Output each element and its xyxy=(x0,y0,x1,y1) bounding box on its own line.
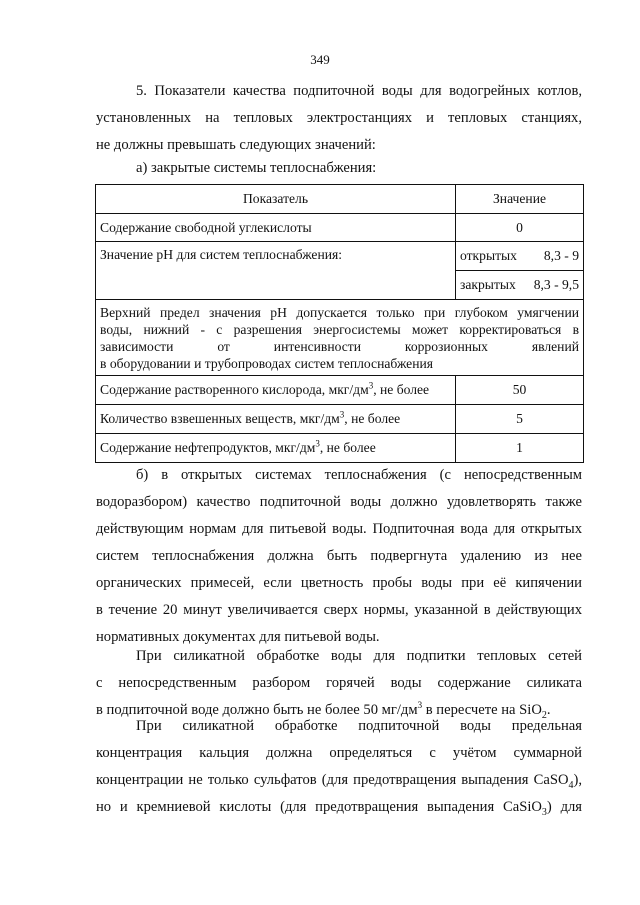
ph-open-label: открытых xyxy=(460,248,517,263)
row-suspended-param xyxy=(96,405,456,434)
calcium-line-4-text: но и кремниевой кислоты (для предотвращения выпадения CaSiO xyxy=(96,799,542,815)
row-ph-param: Значение pH для систем теплоснабжения: xyxy=(96,242,456,300)
row-oil-param xyxy=(96,434,456,463)
oxygen-param-post: , не более xyxy=(373,382,430,397)
para-b-line-5: органических примесей, если цветность пробы воды при её кипячении xyxy=(96,575,582,591)
calcium-line-4-sub: 3 xyxy=(541,806,547,818)
table-row xyxy=(96,242,584,271)
silicate-line-1: При силикатной обработке воды для подпитки тепловых сетей xyxy=(136,648,582,664)
para-b-line-4: систем теплоснабжения должна быть подвергнута удалению из нее xyxy=(96,548,582,564)
section-5-paragraph xyxy=(96,78,582,159)
calcium-line-4-end: ) для xyxy=(546,799,582,815)
table-row xyxy=(96,214,584,242)
calcium-line-3-text: концентрации не только сульфатов (для предотвращения выпадения CaSO xyxy=(96,772,569,788)
table-row xyxy=(96,434,584,463)
silicate-line-2: с непосредственным разбором горячей воды содержание силиката xyxy=(96,675,582,691)
oil-param-sup: 3 xyxy=(315,438,320,449)
row-ph-closed xyxy=(456,271,584,300)
row-co2-param: Содержание свободной углекислоты xyxy=(96,214,456,242)
paragraph-silicate xyxy=(96,643,582,724)
header-value: Значение xyxy=(456,185,584,214)
subheading-closed-systems-text: а) закрытые системы теплоснабжения: xyxy=(136,160,377,176)
para-b-line-6: в течение 20 минут увеличивается сверх нормы, указанной в действующих xyxy=(96,602,582,618)
silicate-line-3-mid: в пересчете на SiO xyxy=(422,702,542,718)
row-suspended-value: 5 xyxy=(456,405,584,434)
calcium-line-4 xyxy=(96,794,582,821)
calcium-line-3-sub: 4 xyxy=(568,779,574,791)
table-row xyxy=(96,405,584,434)
water-quality-table xyxy=(95,184,584,463)
ph-open-value: 8,3 - 9 xyxy=(543,248,579,263)
note-line-4: в оборудовании и трубопроводах систем теплоснабжения xyxy=(100,356,434,371)
section-5-line-3: не должны превышать следующих значений: xyxy=(96,137,376,153)
note-line-1: Верхний предел значения pH допускается только при глубоком умягчении xyxy=(100,305,579,320)
paragraph-b xyxy=(96,462,582,651)
ph-closed-value: 8,3 - 9,5 xyxy=(533,277,579,292)
silicate-line-3-text: в подпиточной воде должно быть не более 50 мг/дм xyxy=(96,702,418,718)
calcium-line-1: При силикатной обработке подпиточной воды предельная xyxy=(136,718,582,734)
suspended-param-sup: 3 xyxy=(339,409,345,420)
silicate-line-3-sub: 2 xyxy=(541,709,547,721)
ph-closed-label: закрытых xyxy=(460,277,516,292)
row-ph-open xyxy=(456,242,584,271)
oxygen-param-sup: 3 xyxy=(368,380,374,391)
table-row xyxy=(96,376,584,405)
silicate-line-3-sup: 3 xyxy=(417,700,423,711)
calcium-line-2: концентрация кальция должна определяться с учётом суммарной xyxy=(96,745,582,761)
para-b-line-3: действующим нормам для питьевой воды. Подпиточная вода для открытых xyxy=(96,521,582,537)
calcium-line-3 xyxy=(96,767,582,794)
subheading-closed-systems xyxy=(136,155,576,182)
row-co2-value: 0 xyxy=(456,214,584,242)
note-line-3: зависимости от интенсивности коррозионных явлений xyxy=(100,339,579,354)
header-param: Показатель xyxy=(96,185,456,214)
section-5-line-1: 5. Показатели качества подпиточной воды для водогрейных котлов, xyxy=(136,83,582,99)
para-b-line-1: б) в открытых системах теплоснабжения (с непосредственным xyxy=(136,467,582,483)
paragraph-calcium xyxy=(96,713,582,821)
note-line-2: воды, нижний - с разрешения энергосистемы может корректироваться в xyxy=(100,322,579,337)
row-ph-note xyxy=(96,300,584,376)
table-header-row xyxy=(96,185,584,214)
suspended-param-text: Количество взвешенных веществ, мкг/дм xyxy=(100,411,340,426)
para-b-line-7: нормативных документах для питьевой воды. xyxy=(96,629,380,645)
para-b-line-2: водоразбором) качество подпиточной воды должно удовлетворять также xyxy=(96,494,582,510)
page-number: 349 xyxy=(310,52,330,67)
row-oxygen-value: 50 xyxy=(456,376,584,405)
silicate-line-3-end: . xyxy=(546,702,551,718)
suspended-param-post: , не более xyxy=(344,411,401,426)
section-5-line-2: установленных на тепловых электростанциях и тепловых станциях, xyxy=(96,110,582,126)
oxygen-param-text: Содержание растворенного кислорода, мкг/дм xyxy=(100,382,369,397)
calcium-line-3-end: ), xyxy=(573,772,582,788)
table-row xyxy=(96,300,584,376)
oil-param-post: , не более xyxy=(319,440,376,455)
oil-param-text: Содержание нефтепродуктов, мкг/дм xyxy=(100,440,316,455)
row-oil-value: 1 xyxy=(456,434,584,463)
row-oxygen-param xyxy=(96,376,456,405)
